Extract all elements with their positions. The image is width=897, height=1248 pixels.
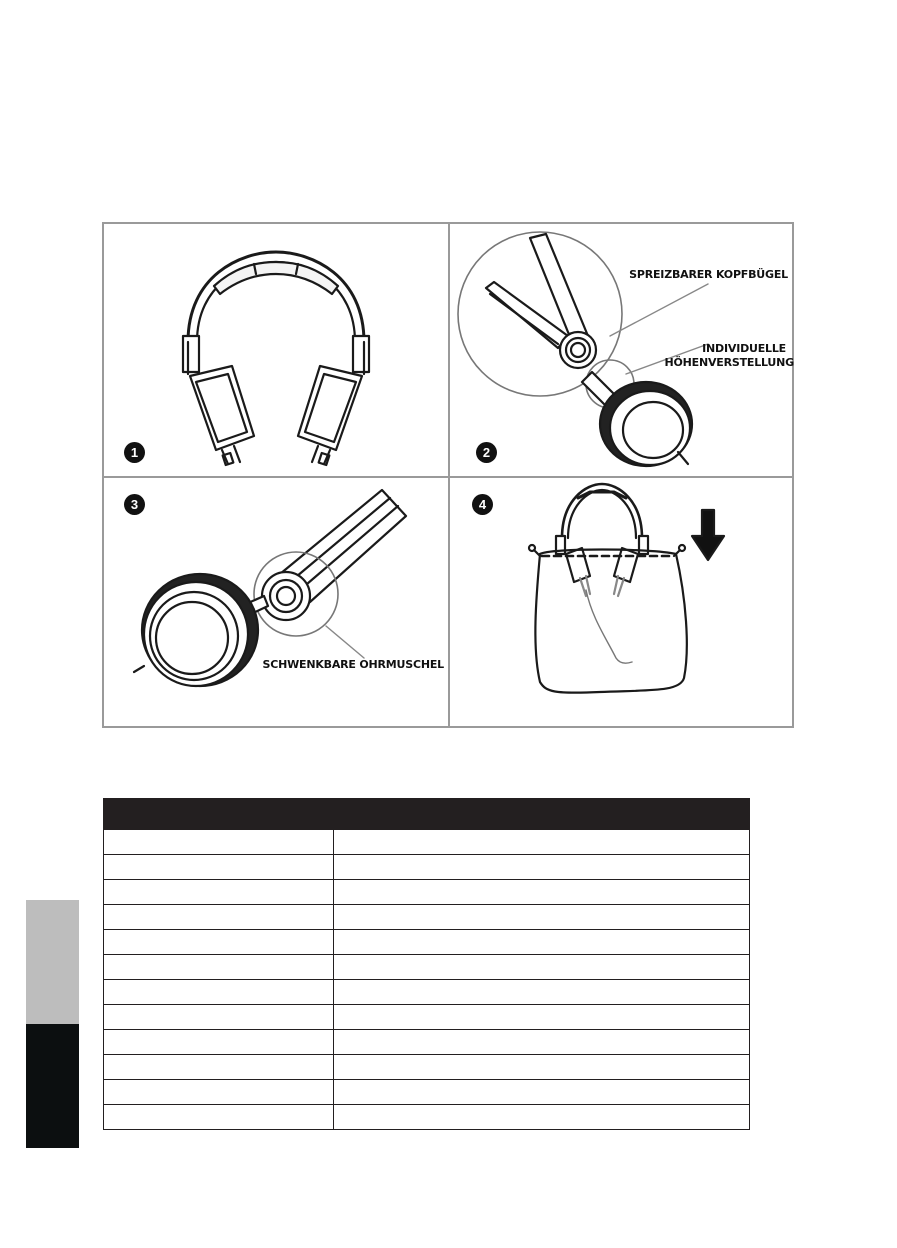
table-cell: [334, 955, 750, 980]
callout-foldable-headband: SPREIZBARER KOPFBÜGEL: [629, 268, 788, 281]
table-row: [104, 955, 750, 980]
step-2-panel: [450, 224, 794, 478]
table-cell: [104, 830, 334, 855]
swivel-earcup-illustration: [104, 478, 448, 728]
table-cell: [334, 1105, 750, 1130]
headphones-front-illustration: [104, 224, 448, 476]
instruction-figure: [102, 222, 794, 728]
table-header-cell: [104, 799, 334, 830]
step-badge: 1: [124, 442, 145, 463]
language-tab-grey: [26, 900, 79, 1024]
storage-pouch-illustration: [450, 478, 794, 728]
step-badge: 2: [476, 442, 497, 463]
table-row: [104, 830, 750, 855]
table-cell: [334, 855, 750, 880]
table-cell: [104, 855, 334, 880]
table-row: [104, 980, 750, 1005]
step-4-panel: [450, 478, 794, 728]
callout-individual: INDIVIDUELLE: [702, 342, 786, 355]
step-3-panel: [104, 478, 450, 728]
table-cell: [334, 830, 750, 855]
callout-height-adjustment: HÖHENVERSTELLUNG: [664, 356, 794, 369]
table-cell: [104, 1030, 334, 1055]
table-cell: [104, 1055, 334, 1080]
table-row: [104, 1080, 750, 1105]
table-cell: [104, 930, 334, 955]
table-cell: [104, 1005, 334, 1030]
language-tab-black: [26, 1024, 79, 1148]
table-cell: [104, 980, 334, 1005]
table-row: [104, 1055, 750, 1080]
table-row: [104, 1005, 750, 1030]
table-row: [104, 880, 750, 905]
table-header-cell: [334, 799, 750, 830]
table-cell: [334, 930, 750, 955]
table-header-row: [104, 799, 750, 830]
table-row: [104, 930, 750, 955]
step-badge: 4: [472, 494, 493, 515]
table-cell: [334, 980, 750, 1005]
table-row: [104, 905, 750, 930]
table-cell: [104, 955, 334, 980]
table-cell: [104, 1105, 334, 1130]
table-row: [104, 1105, 750, 1130]
table-row: [104, 855, 750, 880]
step-badge: 3: [124, 494, 145, 515]
table-cell: [334, 1080, 750, 1105]
table-cell: [334, 880, 750, 905]
step-1-panel: [104, 224, 450, 478]
table-cell: [104, 880, 334, 905]
table-cell: [334, 1005, 750, 1030]
spec-table: [103, 798, 750, 1130]
callout-swivel-earcup: SCHWENKBARE OHRMUSCHEL: [262, 658, 444, 671]
table-row: [104, 1030, 750, 1055]
table-cell: [334, 905, 750, 930]
table-cell: [334, 1055, 750, 1080]
table-cell: [334, 1030, 750, 1055]
table-cell: [104, 1080, 334, 1105]
table-cell: [104, 905, 334, 930]
